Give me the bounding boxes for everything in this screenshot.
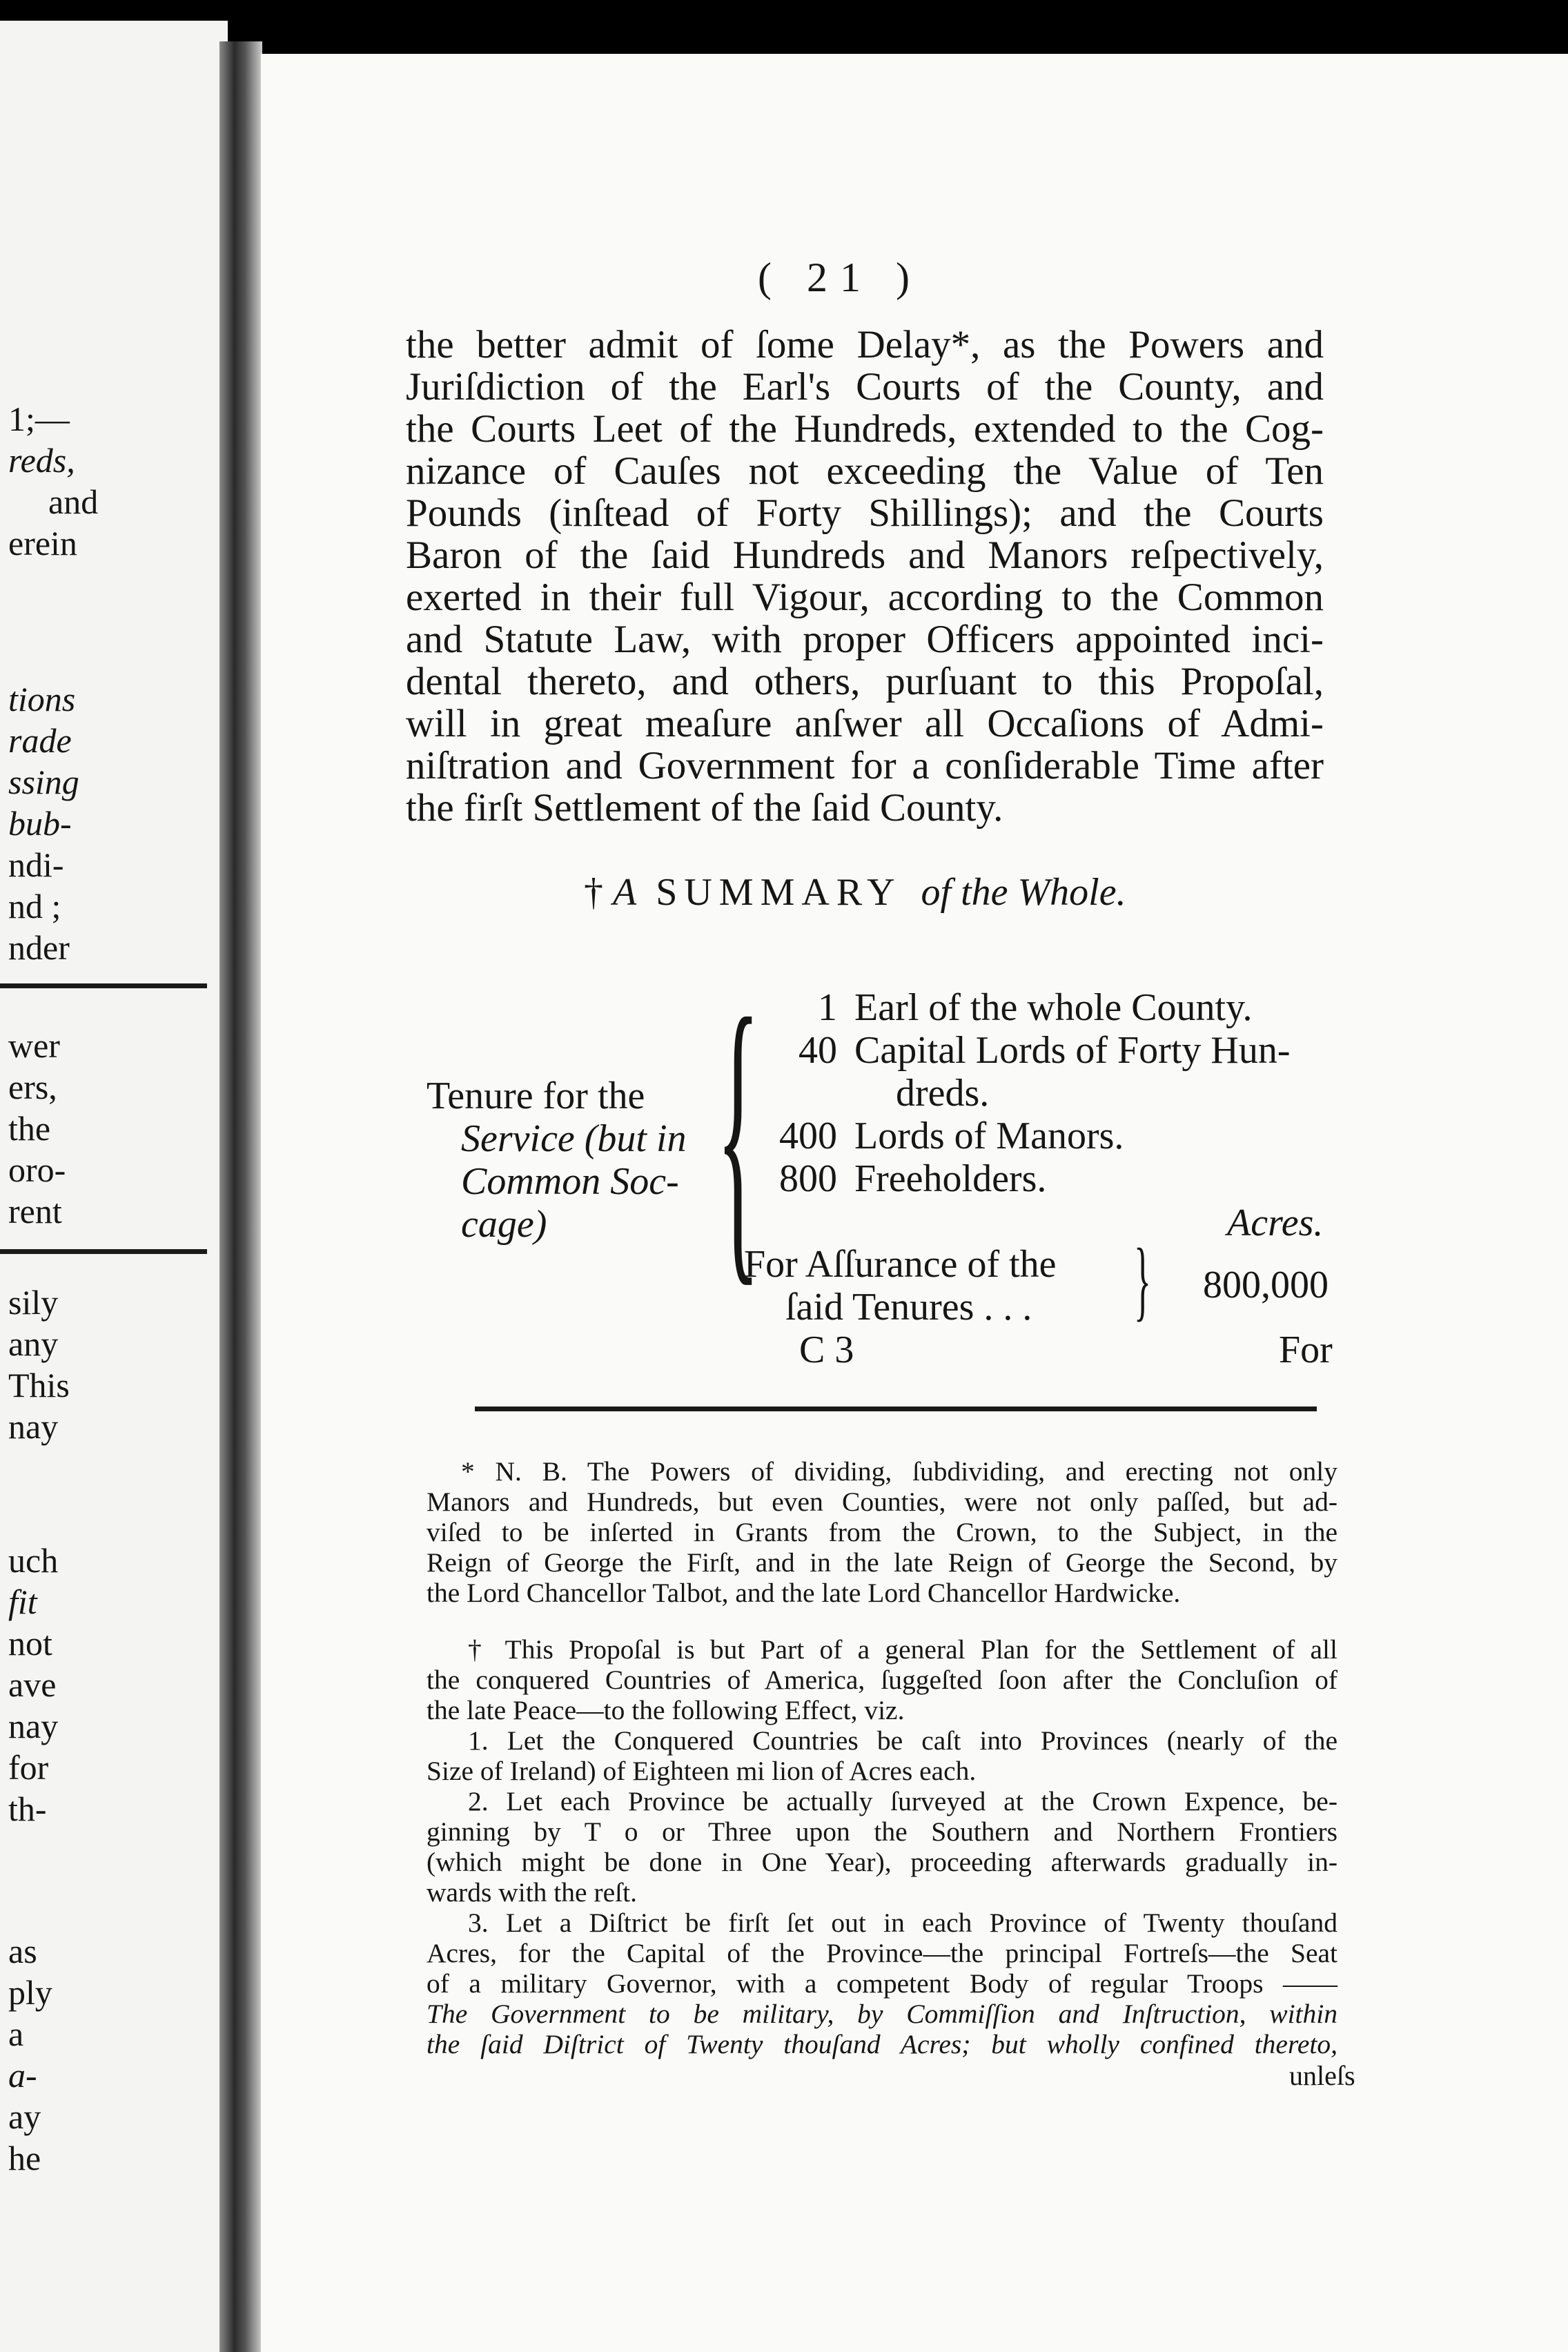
body-line: niſtration and Government for a conſiderable Time after	[406, 744, 1324, 787]
footnote-line: Manors and Hundreds, but even Counties, were not only paſſed, but ad-	[427, 1487, 1337, 1517]
left-fragment-text: sily	[8, 1283, 59, 1322]
summary-item-continuation: dreds.	[896, 1072, 990, 1115]
left-fragment-text: nay	[8, 1707, 59, 1745]
summary-number: 800	[779, 1157, 837, 1200]
left-fragment-text: This	[8, 1366, 70, 1404]
body-line: dental thereto, and others, purſuant to this Propoſal,	[406, 660, 1324, 703]
left-brace: {	[716, 952, 761, 1312]
book-page	[261, 54, 1568, 2352]
tenure-label: Common Soc-	[461, 1160, 679, 1203]
left-fragment-text: fit	[8, 1582, 37, 1621]
footnote-line: (which might be done in One Year), proceeding afterwards gradually in-	[427, 1847, 1337, 1877]
footnote-line: of a military Governor, with a competent Body of regular Troops ——	[427, 1968, 1337, 1999]
left-fragment-text: ssing	[8, 763, 79, 801]
left-fragment-text: as	[8, 1932, 37, 1970]
footnote-line: ginning by T o or Three upon the Southern and Northern Frontiers	[427, 1816, 1337, 1847]
left-fragment-text: a	[8, 2015, 24, 2053]
left-fragment-text: rent	[8, 1192, 62, 1231]
summary-number: 1	[818, 986, 837, 1029]
body-line: and Statute Law, with proper Officers appointed inci-	[406, 618, 1324, 661]
tenure-label: Tenure for the	[427, 1075, 645, 1117]
left-page-rule	[0, 1249, 207, 1254]
left-fragment-text: ave	[8, 1665, 57, 1704]
dagger-mark: †	[584, 871, 603, 914]
left-fragment-text: for	[8, 1748, 49, 1787]
footnote-line: * N. B. The Powers of dividing, ſubdividing, and erecting not only	[461, 1456, 1337, 1487]
footnote-catchword: unleſs	[1289, 2060, 1355, 2091]
body-line: the better admit of ſome Delay*, as the Powers and	[406, 323, 1324, 366]
footnote-line: the Lord Chancellor Talbot, and the late Lord Chancellor Hardwicke.	[427, 1578, 1181, 1608]
left-page-fragment	[0, 21, 228, 2352]
footnote-line: † This Propoſal is but Part of a general Plan for the Settlement of all	[468, 1634, 1337, 1665]
acres-heading: Acres.	[1227, 1202, 1324, 1244]
footnote-line: viſed to be inſerted in Grants from the Crown, to the Subject, in the	[427, 1517, 1337, 1547]
left-fragment-text: and	[48, 482, 99, 521]
summary-number: 400	[779, 1115, 837, 1157]
left-fragment-text: he	[8, 2139, 41, 2177]
footnote-line: Size of Ireland) of Eighteen mi lion of Acres each.	[427, 1756, 977, 1786]
left-fragment-text: ndi-	[8, 845, 64, 884]
left-fragment-text: rade	[8, 721, 72, 760]
left-fragment-text: nd ;	[8, 887, 61, 925]
footnote-rule	[475, 1407, 1317, 1411]
body-line: nizance of Cauſes not exceeding the Value of Ten	[406, 449, 1324, 493]
tenure-label: Service (but in	[461, 1117, 687, 1160]
acres-value: 800,000	[1203, 1264, 1329, 1306]
left-fragment-text: ers,	[8, 1068, 57, 1106]
right-brace: }	[1134, 1231, 1151, 1330]
body-line: exerted in their full Vigour, according to the Common	[406, 576, 1324, 619]
footnote-line: 2. Let each Province be actually ſurveyed at the Crown Expence, be-	[468, 1786, 1337, 1816]
left-fragment-text: tions	[8, 680, 76, 718]
signature-mark: C 3	[799, 1329, 854, 1371]
assurance-line: ſaid Tenures . . .	[785, 1286, 1032, 1329]
body-line: Pounds (inſtead of Forty Shillings); and the Courts	[406, 491, 1324, 535]
summary-item: Earl of the whole County.	[854, 986, 1253, 1029]
left-fragment-text: nder	[8, 928, 70, 967]
footnote-line: 3. Let a Diſtrict be firſt ſet out in each Province of Twenty thouſand	[468, 1908, 1337, 1938]
summary-item: Lords of Manors.	[854, 1115, 1124, 1157]
left-fragment-text: 1;—	[8, 400, 70, 438]
left-fragment-text: bub-	[8, 804, 72, 843]
left-fragment-text: uch	[8, 1541, 59, 1580]
summary-number: 40	[798, 1029, 837, 1072]
footnote-line: wards with the reſt.	[427, 1877, 637, 1908]
summary-item: Capital Lords of Forty Hun-	[854, 1029, 1291, 1072]
catchword: For	[1279, 1329, 1333, 1371]
footnote-line: Acres, for the Capital of the Province—the principal Fortreſs—the Seat	[427, 1938, 1337, 1968]
footnote-line: the conquered Countries of America, ſuggeſted ſoon after the Concluſion of	[427, 1665, 1337, 1695]
assurance-line: For Aſſurance of the	[744, 1243, 1057, 1286]
book-gutter	[219, 41, 262, 2352]
summary-item: Freeholders.	[854, 1157, 1047, 1200]
footnote-line: 1. Let the Conquered Countries be caſt into Provinces (nearly of the	[468, 1725, 1337, 1756]
left-fragment-text: reds,	[8, 441, 75, 480]
page-number: ( 21 )	[758, 255, 922, 300]
left-fragment-text: any	[8, 1324, 59, 1363]
left-fragment-text: not	[8, 1624, 52, 1663]
body-line: Baron of the ſaid Hundreds and Manors reſpectively,	[406, 533, 1324, 577]
body-line: Juriſdiction of the Earl's Courts of the County, and	[406, 365, 1324, 409]
left-page-rule	[0, 983, 207, 988]
footnote-line: Reign of George the Firſt, and in the late Reign of George the Second, by	[427, 1547, 1337, 1578]
left-fragment-text: wer	[8, 1026, 60, 1065]
left-fragment-text: erein	[8, 524, 77, 562]
left-fragment-text: oro-	[8, 1150, 66, 1189]
left-fragment-text: nay	[8, 1407, 59, 1446]
body-line: the Courts Leet of the Hundreds, extended to the Cog-	[406, 407, 1324, 451]
left-fragment-text: a-	[8, 2056, 37, 2095]
tenure-label: cage)	[461, 1203, 547, 1246]
body-line: will in great meaſure anſwer all Occaſions of Admi-	[406, 702, 1324, 745]
body-line: the firſt Settlement of the ſaid County.	[406, 786, 1003, 830]
left-fragment-text: ay	[8, 2097, 41, 2136]
left-fragment-text: ply	[8, 1973, 52, 2012]
footnote-line: the late Peace—to the following Effect, viz.	[427, 1695, 905, 1725]
left-fragment-text: th-	[8, 1790, 47, 1828]
summary-heading: † A SUMMARY of the Whole.	[584, 871, 1126, 914]
left-fragment-text: the	[8, 1109, 51, 1148]
footnote-line: The Government to be military, by Commiſſion and Inſtruction, within	[427, 1999, 1337, 2029]
footnote-line: the ſaid Diſtrict of Twenty thouſand Acres; but wholly confined thereto,	[427, 2029, 1337, 2059]
